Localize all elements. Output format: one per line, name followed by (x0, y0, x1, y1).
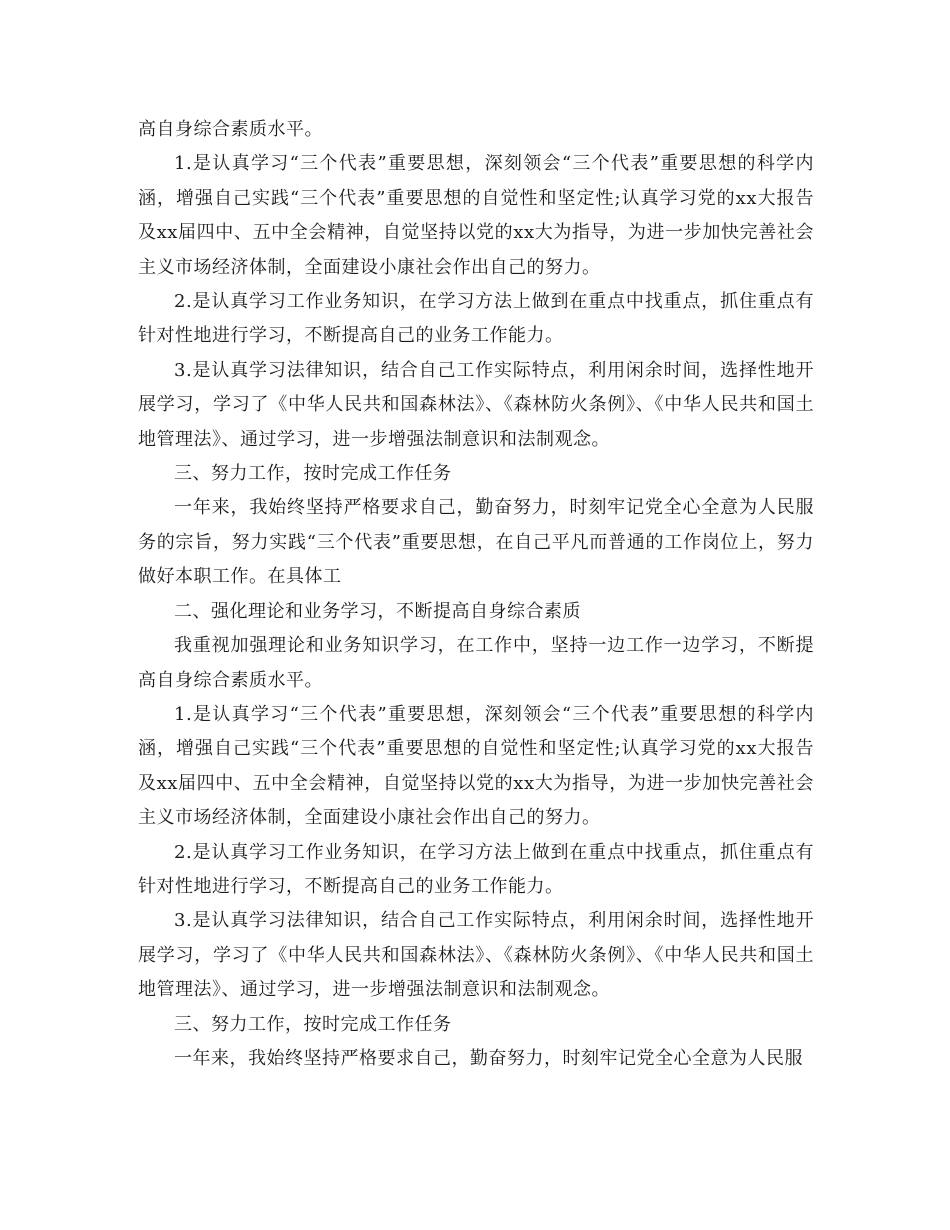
paragraph: 3.是认真学习法律知识，结合自己工作实际特点，利用闲余时间，选择性地开展学习，学习了《中华人民共和国森林法》、《森林防火条例》、《中华人民共和国土地管理法》、通过学习，进一步增强法制意识和法制观念。 (138, 359, 814, 450)
paragraph: 一年来，我始终坚持严格要求自己，勤奋努力，时刻牢记党全心全意为人民服务的宗旨，努力实践“三个代表”重要思想，在自己平凡而普通的工作岗位上，努力做好本职工作。在具体工 (138, 497, 814, 588)
document-body (138, 113, 814, 1076)
section-heading: 三、努力工作，按时完成工作任务 (174, 1013, 452, 1035)
section-heading: 二、强化理论和业务学习，不断提高自身综合素质 (174, 600, 581, 622)
paragraph: 高自身综合素质水平。 (138, 119, 323, 140)
section-heading: 三、努力工作，按时完成工作任务 (174, 463, 452, 485)
paragraph: 3.是认真学习法律知识，结合自己工作实际特点，利用闲余时间，选择性地开展学习，学习了《中华人民共和国森林法》、《森林防火条例》、《中华人民共和国土地管理法》、通过学习，进一步增强法制意识和法制观念。 (138, 910, 814, 1001)
paragraph: 我重视加强理论和业务知识学习，在工作中，坚持一边工作一边学习，不断提高自身综合素质水平。 (138, 635, 814, 691)
paragraph: 2.是认真学习工作业务知识，在学习方法上做到在重点中找重点，抓住重点有针对性地进行学习，不断提高自己的业务工作能力。 (138, 841, 814, 897)
paragraph: 一年来，我始终坚持严格要求自己，勤奋努力，时刻牢记党全心全意为人民服 (174, 1047, 803, 1069)
paragraph: 1.是认真学习“三个代表”重要思想，深刻领会“三个代表”重要思想的科学内涵，增强自己实践“三个代表”重要思想的自觉性和坚定性;认真学习党的xx大报告及xx届四中、五中全会精神，自觉坚持以党的xx大为指导，为进一步加快完善社会主义市场经济体制，全面建设小康社会作出自己的努力。 (138, 153, 814, 278)
paragraph: 2.是认真学习工作业务知识，在学习方法上做到在重点中找重点，抓住重点有针对性地进行学习，不断提高自己的业务工作能力。 (138, 291, 814, 347)
paragraph: 1.是认真学习“三个代表”重要思想，深刻领会“三个代表”重要思想的科学内涵，增强自己实践“三个代表”重要思想的自觉性和坚定性;认真学习党的xx大报告及xx届四中、五中全会精神，自觉坚持以党的xx大为指导，为进一步加快完善社会主义市场经济体制，全面建设小康社会作出自己的努力。 (138, 703, 814, 829)
